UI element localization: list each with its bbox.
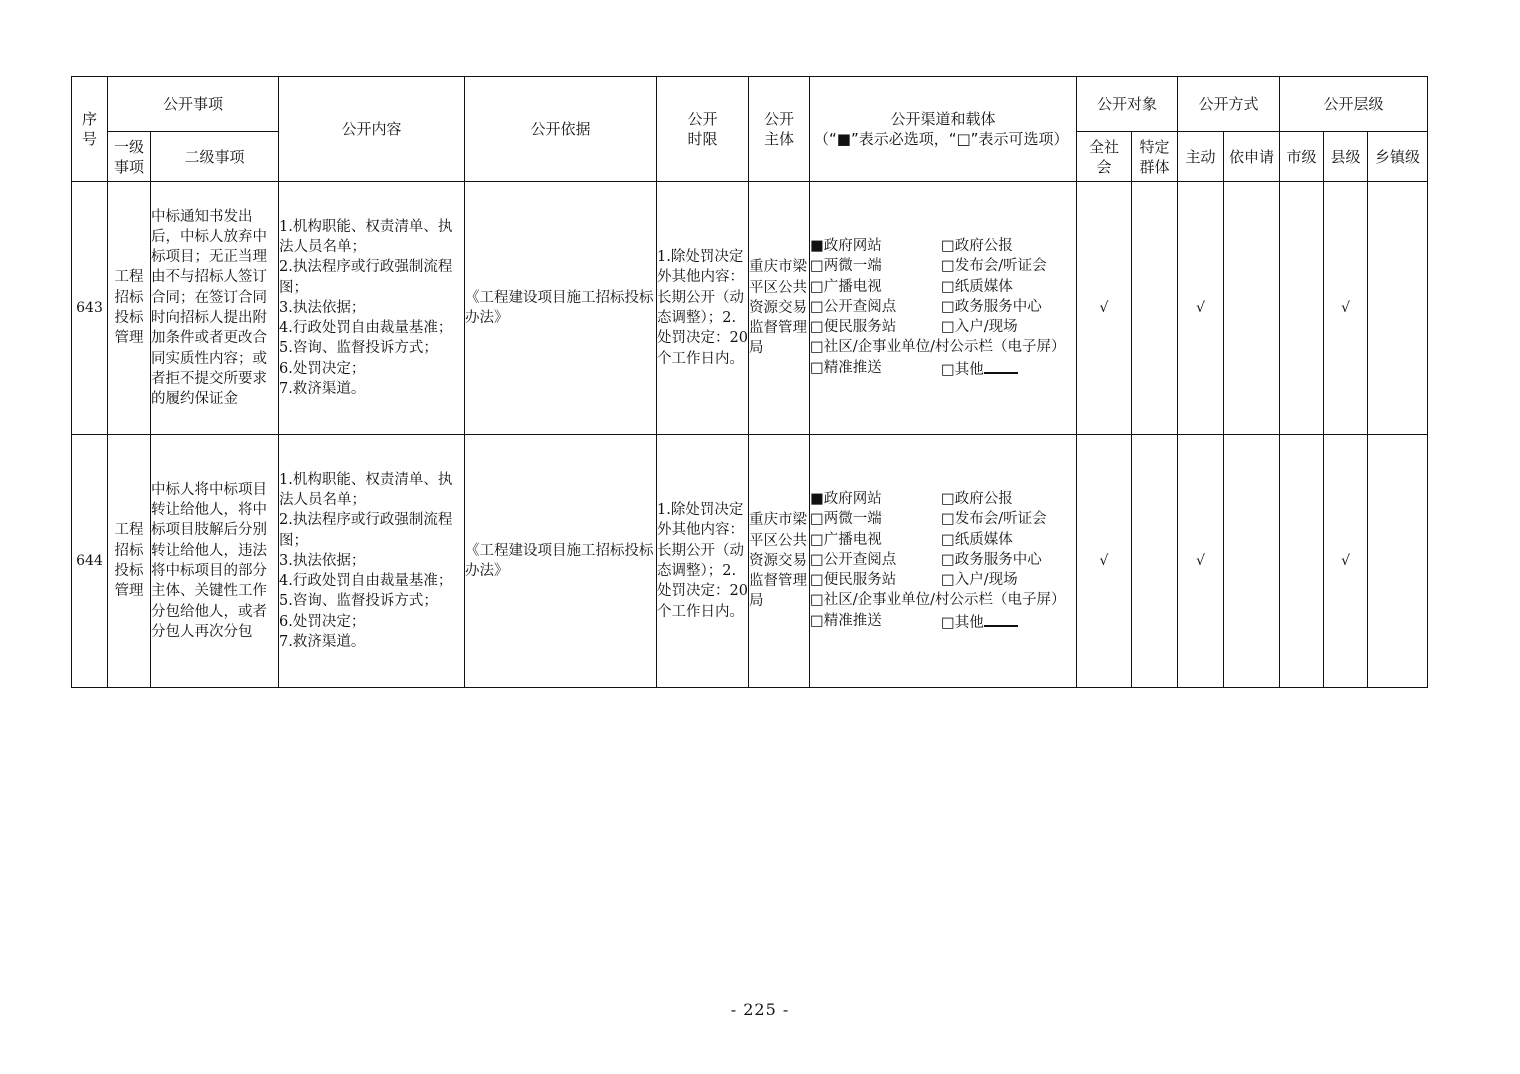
channel-option: □政府公报 xyxy=(941,237,1013,254)
channel-line xyxy=(810,277,1076,297)
cell-target-specific xyxy=(1132,182,1178,435)
header-items: 公开事项 xyxy=(108,77,279,132)
cell-level-town xyxy=(1368,182,1428,435)
channel-line xyxy=(810,358,1076,380)
content-line: 2.执法程序或行政强制流程图； xyxy=(279,512,453,549)
row-subject: 重庆市梁平区公共资源交易监督管理局 xyxy=(749,182,810,435)
header-level2: 二级事项 xyxy=(151,132,279,182)
channel-option-full: □社区/企事业单位/村公示栏（电子屏） xyxy=(810,339,1066,356)
channel-line xyxy=(810,550,1076,570)
cell-level-city xyxy=(1280,182,1324,435)
content-line: 6.处罚决定； xyxy=(279,360,366,377)
channel-line xyxy=(810,489,1076,509)
row-level2: 中标通知书发出后，中标人放弃中标项目；无正当理由不与招标人签订合同；在签订合同时向招标人提出附加条件或者更改合同实质性内容；或者拒不提交所要求的履约保证金 xyxy=(151,182,279,435)
row-subject: 重庆市梁平区公共资源交易监督管理局 xyxy=(749,435,810,688)
header-channel-note: （“■”表示必选项，“□”表示可选项） xyxy=(814,130,1069,148)
channel-line xyxy=(810,317,1076,337)
channel-option: □便民服务站 xyxy=(810,319,897,336)
channel-option: □政务服务中心 xyxy=(941,551,1042,568)
channel-line xyxy=(810,570,1076,590)
row-channels xyxy=(810,435,1077,688)
channel-option: □两微一端 xyxy=(810,258,882,275)
channel-option: □精准推送 xyxy=(810,359,882,376)
cell-target-all: √ xyxy=(1077,182,1132,435)
cell-level-county: √ xyxy=(1324,182,1368,435)
channel-option: □两微一端 xyxy=(810,511,882,528)
header-channel xyxy=(810,77,1077,182)
channel-line xyxy=(810,611,1076,633)
header-level1: 一级事项 xyxy=(108,132,151,182)
row-content xyxy=(279,182,465,435)
disclosure-table xyxy=(71,76,1428,688)
channel-option: □精准推送 xyxy=(810,612,882,629)
content-line: 7.救济渠道。 xyxy=(279,634,366,651)
blank-underline xyxy=(984,611,1018,627)
header-target-all: 全社会 xyxy=(1077,132,1132,182)
header-channel-title: 公开渠道和载体 xyxy=(890,110,996,128)
cell-method-active: √ xyxy=(1178,182,1224,435)
channel-option: □纸质媒体 xyxy=(941,278,1013,295)
page-number: - 225 - xyxy=(730,1000,790,1019)
content-line: 1.机构职能、权责清单、执法人员名单； xyxy=(279,218,453,255)
content-line: 7.救济渠道。 xyxy=(279,381,366,398)
cell-level-county: √ xyxy=(1324,435,1368,688)
row-seq: 643 xyxy=(72,182,108,435)
content-line: 6.处罚决定； xyxy=(279,613,366,630)
channel-option: □政府公报 xyxy=(941,490,1013,507)
row-basis: 《工程建设项目施工招标投标办法》 xyxy=(465,435,657,688)
channel-option: □发布会/听证会 xyxy=(941,258,1047,275)
channel-option: □公开查阅点 xyxy=(810,298,897,315)
row-basis: 《工程建设项目施工招标投标办法》 xyxy=(465,182,657,435)
channel-option: □公开查阅点 xyxy=(810,551,897,568)
content-line: 3.执法依据； xyxy=(279,552,366,569)
content-line: 5.咨询、监督投诉方式； xyxy=(279,593,438,610)
content-line: 1.机构职能、权责清单、执法人员名单； xyxy=(279,471,453,508)
channel-option: □纸质媒体 xyxy=(941,531,1013,548)
channel-option: ■政府网站 xyxy=(810,490,882,507)
blank-underline xyxy=(984,358,1018,374)
header-method: 公开方式 xyxy=(1178,77,1280,132)
cell-method-apply xyxy=(1224,435,1280,688)
content-line: 4.行政处罚自由裁量基准； xyxy=(279,320,453,337)
channel-line xyxy=(810,297,1076,317)
header-content: 公开内容 xyxy=(279,77,465,182)
cell-target-specific xyxy=(1132,435,1178,688)
header-row-top xyxy=(72,77,1428,132)
row-seq: 644 xyxy=(72,435,108,688)
row-level1: 工程招标投标管理 xyxy=(108,182,151,435)
row-level1: 工程招标投标管理 xyxy=(108,435,151,688)
channel-option-full: □社区/企事业单位/村公示栏（电子屏） xyxy=(810,592,1066,609)
cell-method-apply xyxy=(1224,182,1280,435)
channel-option: □发布会/听证会 xyxy=(941,511,1047,528)
channel-option: □广播电视 xyxy=(810,278,882,295)
header-target-specific: 特定群体 xyxy=(1132,132,1178,182)
cell-method-active: √ xyxy=(1178,435,1224,688)
header-level-county: 县级 xyxy=(1324,132,1368,182)
channel-option: □入户/现场 xyxy=(941,572,1018,589)
channel-option: □广播电视 xyxy=(810,531,882,548)
channel-option: ■政府网站 xyxy=(810,237,882,254)
header-time-limit: 公开时限 xyxy=(657,77,749,182)
row-content xyxy=(279,435,465,688)
header-level-town: 乡镇级 xyxy=(1368,132,1428,182)
channel-option: □便民服务站 xyxy=(810,572,897,589)
header-level: 公开层级 xyxy=(1280,77,1428,132)
cell-level-city xyxy=(1280,435,1324,688)
row-level2: 中标人将中标项目转让给他人，将中标项目肢解后分别转让给他人，违法将中标项目的部分主体、关键性工作分包给他人，或者分包人再次分包 xyxy=(151,435,279,688)
channel-line xyxy=(810,530,1076,550)
content-line: 5.咨询、监督投诉方式； xyxy=(279,340,438,357)
row-channels xyxy=(810,182,1077,435)
row-time-limit: 1.除处罚决定外其他内容：长期公开（动态调整）；2.处罚决定：20个工作日内。 xyxy=(657,182,749,435)
cell-level-town xyxy=(1368,435,1428,688)
channel-line xyxy=(810,509,1076,529)
cell-target-all: √ xyxy=(1077,435,1132,688)
table-row xyxy=(72,435,1428,688)
row-time-limit: 1.除处罚决定外其他内容：长期公开（动态调整）；2.处罚决定：20个工作日内。 xyxy=(657,435,749,688)
table-row xyxy=(72,182,1428,435)
channel-option: □其他 xyxy=(941,358,1018,380)
header-basis: 公开依据 xyxy=(465,77,657,182)
header-level-city: 市级 xyxy=(1280,132,1324,182)
content-line: 2.执法程序或行政强制流程图； xyxy=(279,259,453,296)
channel-option: □政务服务中心 xyxy=(941,298,1042,315)
header-target: 公开对象 xyxy=(1077,77,1178,132)
header-method-active: 主动 xyxy=(1178,132,1224,182)
channel-option: □其他 xyxy=(941,611,1018,633)
channel-option: □入户/现场 xyxy=(941,319,1018,336)
header-subject: 公开主体 xyxy=(749,77,810,182)
channel-line xyxy=(810,236,1076,256)
header-method-apply: 依申请 xyxy=(1224,132,1280,182)
header-seq: 序号 xyxy=(72,77,108,182)
content-line: 3.执法依据； xyxy=(279,299,366,316)
content-line: 4.行政处罚自由裁量基准； xyxy=(279,573,453,590)
channel-line xyxy=(810,256,1076,276)
